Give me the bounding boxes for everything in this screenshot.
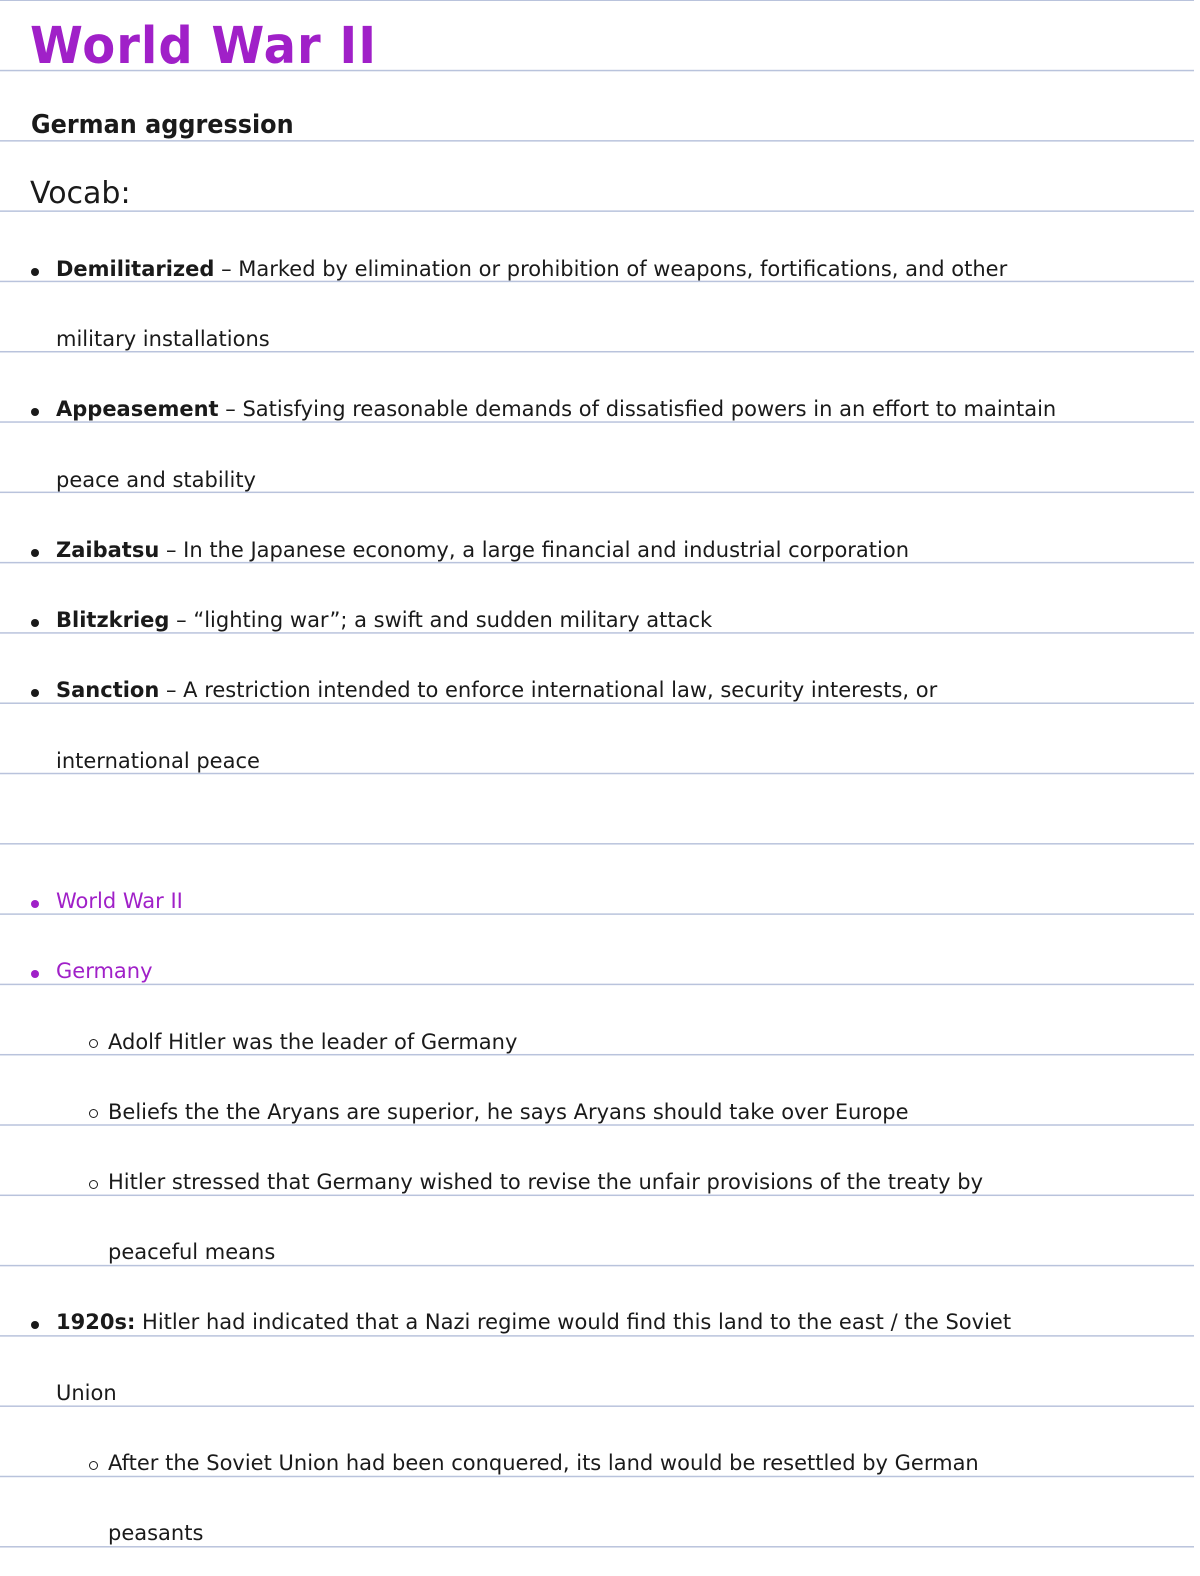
- vocab-definition: – Satisfying reasonable demands of dissatisfied powers in an effort to maintain: [218, 397, 1057, 421]
- notes-text-continued: Union: [56, 1381, 117, 1405]
- soviet-point: After the Soviet Union had been conquered, its land would be resettled by German: [108, 1451, 979, 1475]
- bullet-icon: [31, 689, 39, 697]
- bullet-icon: [31, 408, 39, 416]
- notes-item-1920s: [56, 1310, 1011, 1334]
- notes-heading-germany: Germany: [56, 959, 153, 983]
- hollow-bullet-icon: [89, 1109, 98, 1118]
- vocab-definition-continued: peace and stability: [56, 468, 256, 492]
- vocab-definition: – In the Japanese economy, a large financial and industrial corporation: [159, 538, 910, 562]
- vocab-term: Appeasement: [56, 397, 219, 421]
- vocab-item-demilitarized: [56, 257, 1007, 281]
- vocab-term: Sanction: [56, 678, 160, 702]
- hollow-bullet-icon: [89, 1180, 98, 1189]
- soviet-point-continued: peasants: [108, 1521, 204, 1545]
- vocab-term: Zaibatsu: [56, 538, 160, 562]
- germany-point: Beliefs the the Aryans are superior, he says Aryans should take over Europe: [108, 1100, 909, 1124]
- vocab-item-zaibatsu: [56, 538, 909, 562]
- vocab-item-appeasement: [56, 397, 1056, 421]
- notes-heading-world-war-ii: World War II: [56, 889, 183, 913]
- vocab-item-sanction: [56, 678, 937, 702]
- vocab-definition-continued: military installations: [56, 327, 270, 351]
- bullet-icon: [31, 268, 39, 276]
- section-subtitle: German aggression: [31, 110, 294, 140]
- vocab-item-blitzkrieg: [56, 608, 712, 632]
- vocab-term: Demilitarized: [56, 257, 215, 281]
- germany-point: Adolf Hitler was the leader of Germany: [108, 1030, 518, 1054]
- notes-text: Hitler had indicated that a Nazi regime would find this land to the east / the Soviet: [135, 1310, 1012, 1334]
- germany-point: Hitler stressed that Germany wished to revise the unfair provisions of the treaty by: [108, 1170, 984, 1194]
- bullet-icon: [31, 549, 39, 557]
- bullet-icon: [31, 619, 39, 627]
- hollow-bullet-icon: [89, 1039, 98, 1048]
- vocab-heading: Vocab:: [30, 176, 131, 211]
- vocab-definition: – Marked by elimination or prohibition of weapons, fortifications, and other: [214, 257, 1008, 281]
- vocab-definition-continued: international peace: [56, 749, 260, 773]
- bullet-icon: [31, 970, 39, 978]
- vocab-definition: – “lighting war”; a swift and sudden military attack: [169, 608, 713, 632]
- page-title: World War II: [30, 16, 378, 76]
- vocab-term: Blitzkrieg: [56, 608, 170, 632]
- notes-term: 1920s:: [56, 1310, 136, 1334]
- hollow-bullet-icon: [89, 1461, 98, 1470]
- vocab-definition: – A restriction intended to enforce international law, security interests, or: [159, 678, 938, 702]
- bullet-icon: [31, 1321, 39, 1329]
- bullet-icon: [31, 900, 39, 908]
- germany-point-continued: peaceful means: [108, 1240, 276, 1264]
